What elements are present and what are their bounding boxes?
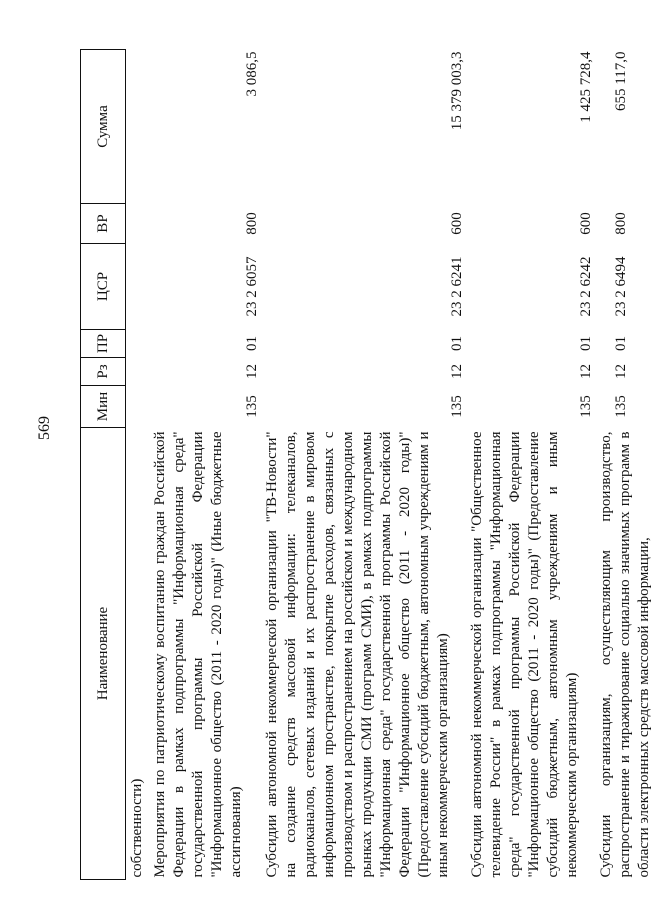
row-vr: 800: [244, 212, 260, 235]
table-row: [261, 50, 466, 880]
header-pr: ПР: [81, 330, 126, 358]
row-vr: 800: [613, 212, 629, 235]
row-name: Мероприятия по патриотическому воспитанию граждан Российской Федерации в рамках подпрограммы "Информационная среда" государственной программы Российской Федерации "Информационное общество (2011 - 2020 годы)" (Иные бюджетные ассигнования): [152, 431, 244, 878]
row-pr: 01: [578, 336, 594, 351]
table-row: [466, 50, 595, 880]
row-pr: 01: [449, 336, 465, 351]
header-sum: Сумма: [81, 50, 126, 204]
table-row: [595, 50, 662, 880]
row-sum: 15 379 003,3: [449, 51, 465, 131]
header-name: Наименование: [81, 428, 126, 880]
header-vr: ВР: [81, 204, 126, 244]
row-pr: 01: [613, 336, 629, 351]
row-rz: 12: [613, 364, 629, 379]
row-vr: 600: [449, 212, 465, 235]
row-min: 135: [613, 395, 629, 418]
continuation-text: собственности): [129, 778, 145, 878]
row-min: 135: [244, 395, 260, 418]
row-name: Субсидии организациям, осуществляющим производство, распространение и тиражирование социально значимых программ в области электронных средств массовой информации,: [598, 431, 652, 878]
row-csr: 23 2 6241: [449, 256, 465, 317]
row-min: 135: [449, 395, 465, 418]
row-min: 135: [578, 395, 594, 418]
row-csr: 23 2 6242: [578, 256, 594, 317]
row-sum: 3 086,5: [244, 51, 260, 97]
row-rz: 12: [244, 364, 260, 379]
header-csr: ЦСР: [81, 244, 126, 330]
header-rz: Рз: [81, 358, 126, 386]
budget-table: [80, 49, 662, 880]
row-name: Субсидии автономной некоммерческой организации "ТВ-Новости" на создание средств массовой информации: телеканалов, радиоканалов, сетевых изданий и их распространение в мировом информационном пространстве, покрытие расходов, связанных с производством и распространением на российском и международном рынках продукции СМИ (программ СМИ), в рамках подпрограммы "Информационная среда" государственной программы Российской Федерации "Информационное общество (2011 - 2020 годы)" (Предоставление субсидий бюджетным, автономным учреждениям и иным некоммерческим организациям): [264, 431, 451, 878]
row-sum: 655 117,0: [613, 51, 629, 111]
page-number: 569: [36, 416, 53, 440]
row-sum: 1 425 728,4: [578, 51, 594, 123]
continuation-row: [126, 50, 150, 880]
row-pr: 01: [244, 336, 260, 351]
table-header-row: [81, 50, 126, 880]
row-rz: 12: [449, 364, 465, 379]
row-vr: 600: [578, 212, 594, 235]
row-csr: 23 2 6494: [613, 256, 629, 317]
row-name: Субсидии автономной некоммерческой организации "Общественное телевидение России" в рамках подпрограммы "Информационная среда" государственной программы Российской Федерации "Информационное общество (2011 - 2020 годы)" (Предоставление субсидий бюджетным, автономным учреждениям и иным некоммерческим организациям): [469, 431, 580, 878]
rotated-page-content: [80, 50, 652, 880]
row-csr: 23 2 6057: [244, 256, 260, 317]
table-row: [149, 50, 261, 880]
row-rz: 12: [578, 364, 594, 379]
header-min: Мин: [81, 386, 126, 428]
